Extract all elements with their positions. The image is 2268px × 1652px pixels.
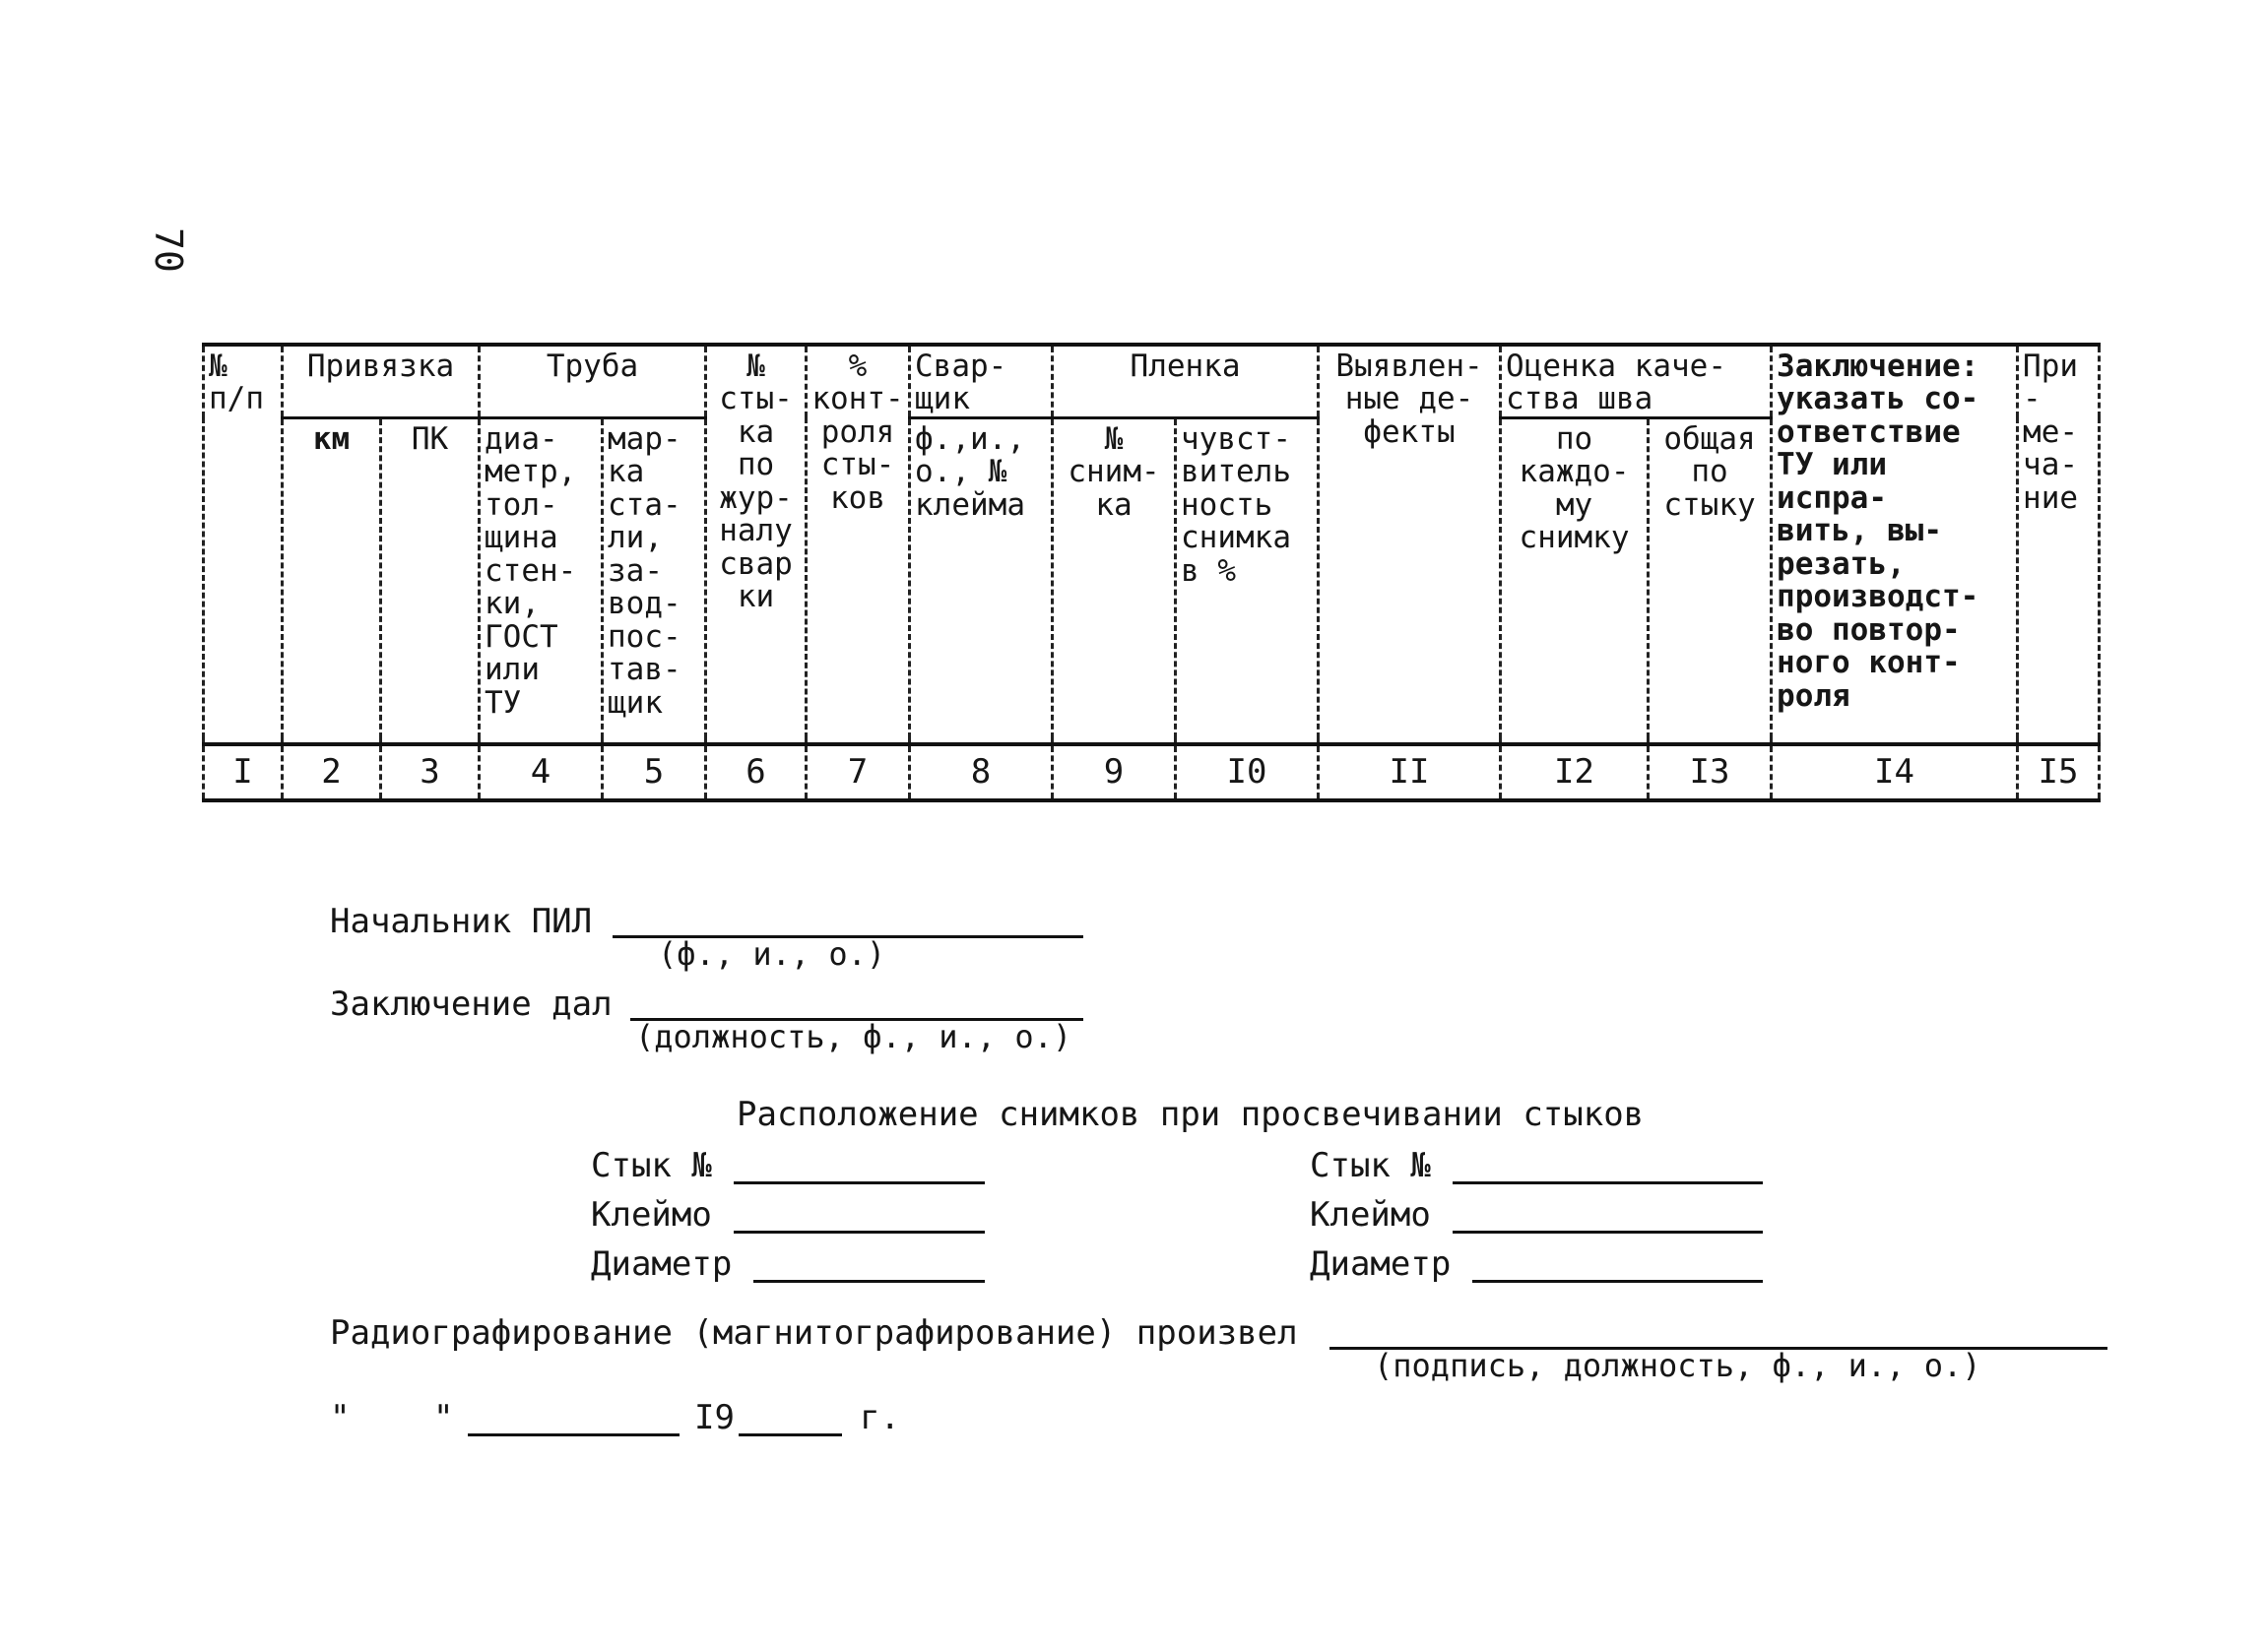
stamp-line-right bbox=[1453, 1231, 1763, 1234]
layout-title: Расположение снимков при просвечивании стыков bbox=[737, 1095, 1645, 1134]
date-suffix: г. bbox=[860, 1398, 900, 1437]
header-row-number: № п/п bbox=[204, 345, 283, 744]
column-number: 5 bbox=[603, 744, 706, 800]
stamp-label-right: Клеймо bbox=[1310, 1195, 1431, 1235]
header-per-joint: общая по стыку bbox=[1649, 417, 1772, 738]
column-number: 4 bbox=[480, 744, 603, 800]
column-number: I2 bbox=[1501, 744, 1649, 800]
header-note: При- ме- ча- ние bbox=[2018, 345, 2100, 744]
column-number: 6 bbox=[706, 744, 807, 800]
header-pk: ПК bbox=[381, 417, 480, 738]
diameter-line-left bbox=[753, 1280, 985, 1283]
head-pil-caption: (ф., и., о.) bbox=[658, 935, 886, 973]
column-number: I4 bbox=[1772, 744, 2018, 800]
joint-number-label-right: Стык № bbox=[1310, 1146, 1431, 1185]
header-film: Пленка bbox=[1053, 345, 1319, 417]
joint-number-line-left bbox=[734, 1181, 985, 1184]
header-pipe: Труба bbox=[480, 345, 706, 417]
radiography-journal-table bbox=[202, 343, 2101, 802]
header-pipe-diameter: диа- метр, тол- щина стен- ки, ГОСТ или ТУ bbox=[480, 417, 603, 738]
header-welder: Свар- щик bbox=[910, 345, 1053, 417]
column-number: I5 bbox=[2018, 744, 2100, 800]
radiography-caption: (подпись, должность, ф., и., о.) bbox=[1374, 1347, 1981, 1384]
stamp-line-left bbox=[734, 1231, 985, 1234]
column-number: II bbox=[1319, 744, 1501, 800]
header-binding: Привязка bbox=[283, 345, 480, 417]
column-number: 8 bbox=[910, 744, 1053, 800]
date-quote-close: " bbox=[433, 1398, 454, 1437]
date-year-prefix: I9 bbox=[694, 1398, 735, 1437]
column-numbers-row bbox=[204, 744, 2100, 800]
header-shot-number: № сним- ка bbox=[1053, 417, 1176, 738]
header-welder-name: ф.,и., о., № клейма bbox=[910, 417, 1053, 738]
header-joint-number: № сты- ка по жур- налу свар ки bbox=[706, 345, 807, 744]
header-weld-quality: Оценка каче- ства шва bbox=[1501, 345, 1772, 417]
date-year-line bbox=[739, 1433, 842, 1436]
stamp-label-left: Клеймо bbox=[591, 1195, 712, 1235]
column-number: 7 bbox=[807, 744, 910, 800]
joint-number-label-left: Стык № bbox=[591, 1146, 712, 1185]
date-quote-open: " bbox=[330, 1398, 351, 1437]
column-number: I bbox=[204, 744, 283, 800]
diameter-label-right: Диаметр bbox=[1310, 1244, 1452, 1284]
conclusion-label: Заключение дал bbox=[330, 985, 613, 1024]
header-per-shot: по каждо- му снимку bbox=[1501, 417, 1649, 738]
head-pil-label: Начальник ПИЛ bbox=[330, 902, 593, 941]
conclusion-caption: (должность, ф., и., о.) bbox=[635, 1018, 1072, 1055]
header-detected-defects: Выявлен- ные де- фекты bbox=[1319, 345, 1501, 744]
column-number: I3 bbox=[1649, 744, 1772, 800]
joint-number-line-right bbox=[1453, 1181, 1763, 1184]
column-number: 2 bbox=[283, 744, 381, 800]
header-control-percent: % конт- роля сты- ков bbox=[807, 345, 910, 744]
radiography-label: Радиографирование (магнитографирование) произвел bbox=[330, 1313, 1298, 1353]
diameter-label-left: Диаметр bbox=[591, 1244, 733, 1284]
header-shot-sensitivity: чувст- витель ность снимка в % bbox=[1176, 417, 1319, 738]
date-day-month-line bbox=[468, 1433, 680, 1436]
column-number: 3 bbox=[381, 744, 480, 800]
header-steel-grade: мар- ка ста- ли, за- вод- пос- тав- щик bbox=[603, 417, 706, 738]
diameter-line-right bbox=[1472, 1280, 1763, 1283]
page-number: 70 bbox=[146, 227, 190, 273]
column-number: 9 bbox=[1053, 744, 1176, 800]
column-number: I0 bbox=[1176, 744, 1319, 800]
header-conclusion: Заключение: указать со- ответствие ТУ или испра- вить, вы- резать, производст- во повтор- ного конт- роля bbox=[1772, 345, 2018, 744]
header-km: км bbox=[283, 417, 381, 738]
